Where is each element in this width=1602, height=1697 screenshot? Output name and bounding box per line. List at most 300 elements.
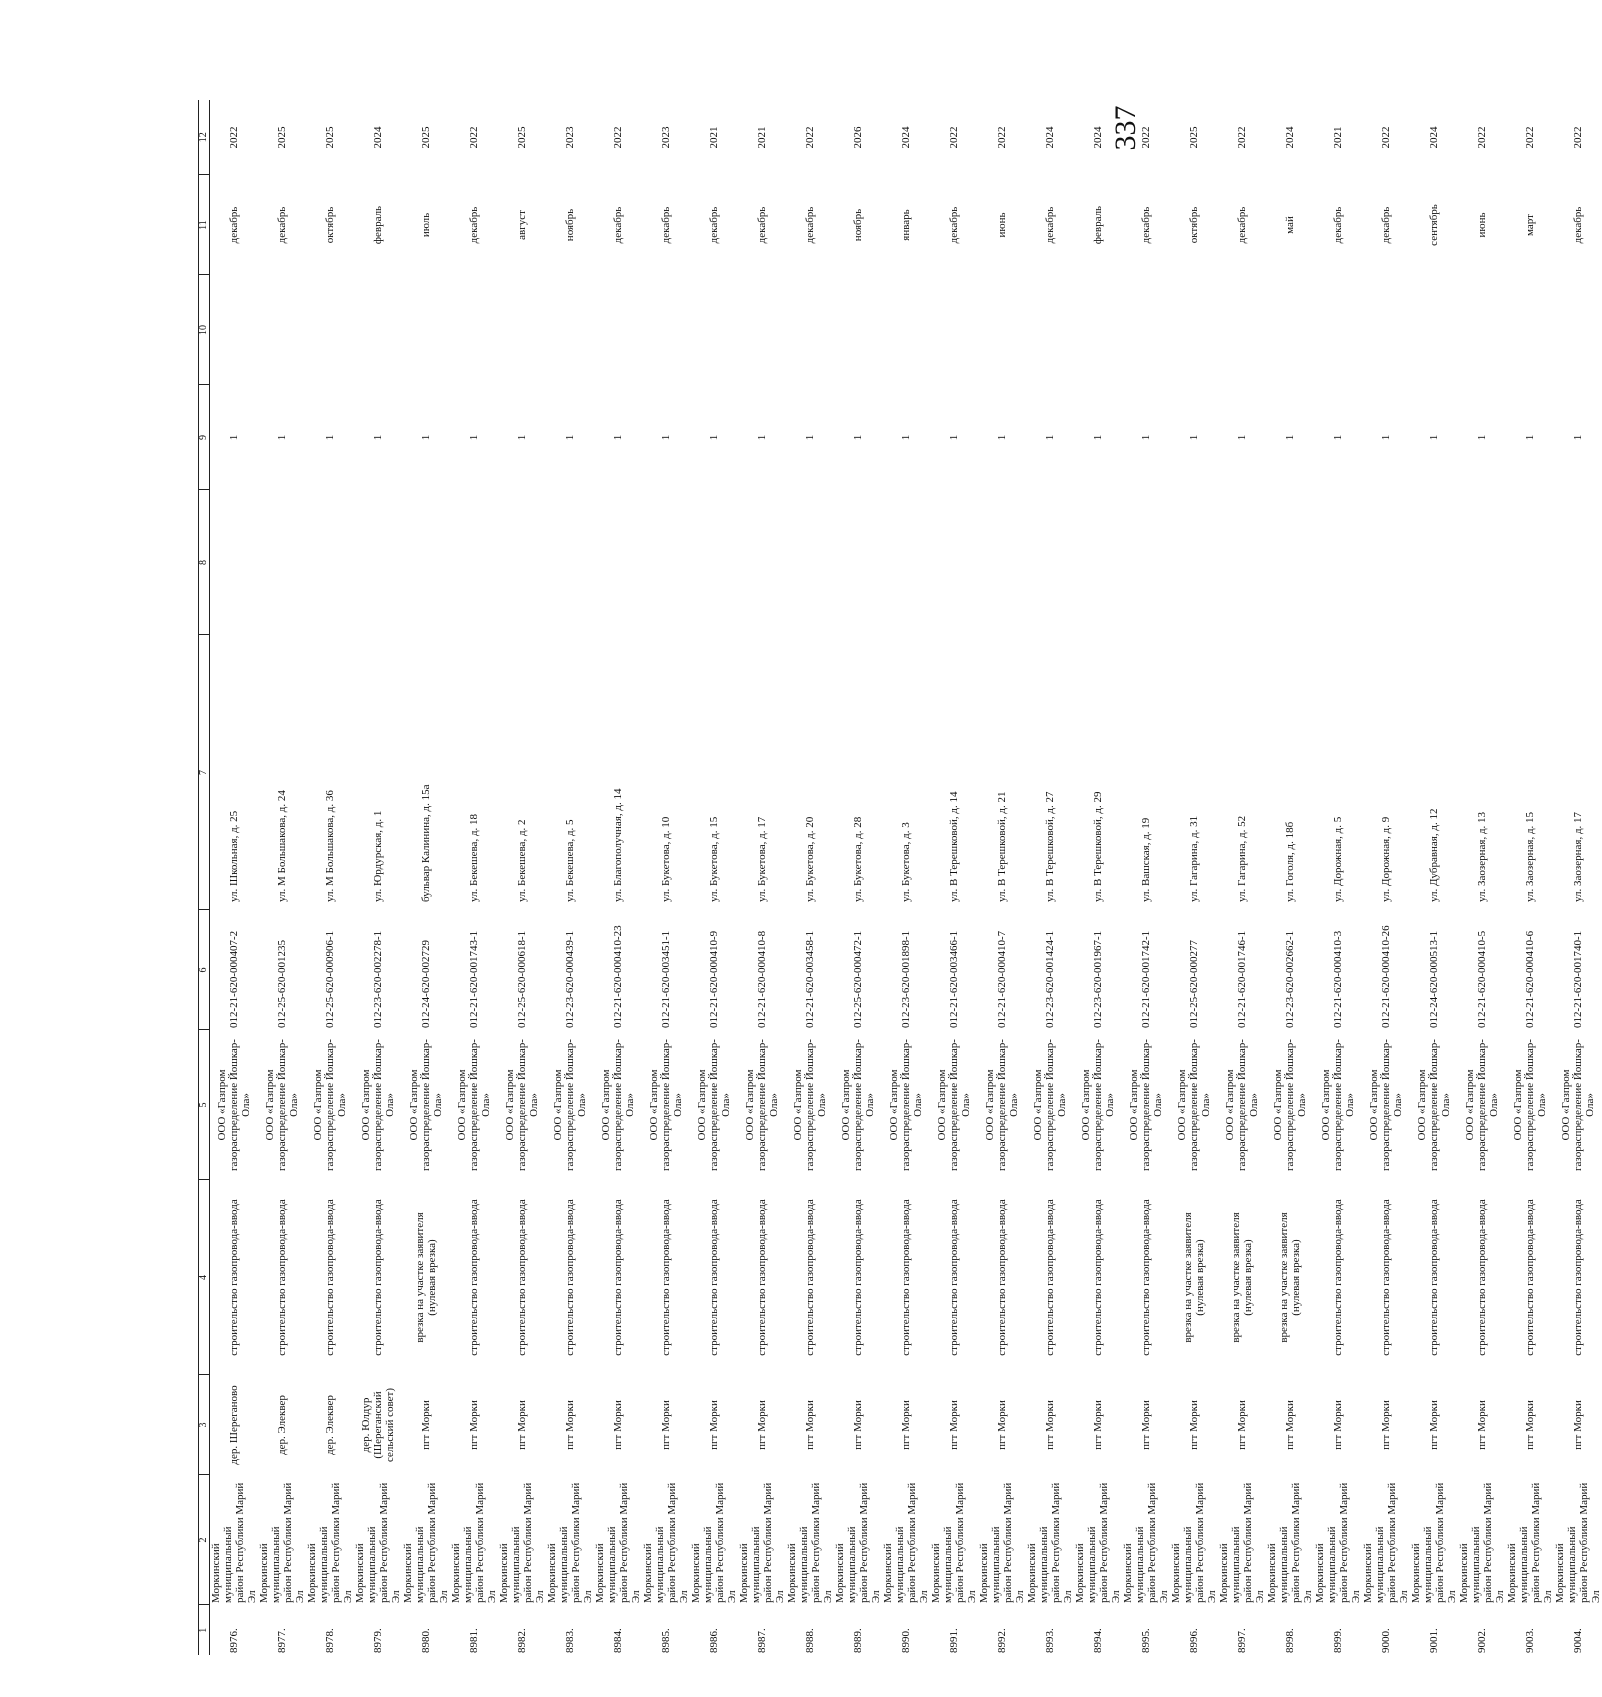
district-cell-line: Моркинский муниципальный <box>258 1526 282 1603</box>
row-number-cell: 8980. <box>420 1628 432 1653</box>
quantity-cell: 1 <box>756 434 768 441</box>
work-type-cell-line: строительство газопровода-ввода <box>996 1199 1008 1356</box>
organization-cell-line: ООО «Газпром <box>1464 1069 1476 1141</box>
column-8-cell <box>1362 490 1410 635</box>
work-type-cell-line: строительство газопровода-ввода <box>372 1199 384 1356</box>
quantity-cell: 1 <box>516 434 528 441</box>
organization-cell-line: газораспределение Йошкар-Ола» <box>948 1039 972 1171</box>
month-cell: июнь <box>1476 212 1488 238</box>
district-cell-line: Моркинский муниципальный <box>402 1526 426 1603</box>
application-code-cell: 012-21-620-001742-1 <box>1140 930 1152 1028</box>
district-cell <box>258 1475 306 1605</box>
row-number-cell: 8991. <box>948 1628 960 1653</box>
work-type-cell <box>882 1180 930 1375</box>
district-cell <box>450 1475 498 1605</box>
organization-cell-line: ООО «Газпром <box>504 1069 516 1141</box>
district-cell-line: Моркинский муниципальный <box>594 1526 618 1603</box>
column-8-cell <box>402 490 450 635</box>
table-row <box>210 100 259 1655</box>
work-type-cell-line: врезка на участке заявителя <box>1230 1212 1242 1343</box>
organization-cell-line: газораспределение Йошкар-Ола» <box>1284 1039 1308 1171</box>
district-cell-line: район Республики Марий Эл <box>858 1482 882 1603</box>
organization-cell-line: ООО «Газпром <box>792 1069 804 1141</box>
column-8-cell <box>1410 490 1458 635</box>
locality-cell-line: пгт Морки <box>660 1400 672 1450</box>
column-10-cell <box>210 275 259 385</box>
organization-cell <box>354 1030 402 1180</box>
organization-cell <box>450 1030 498 1180</box>
district-cell <box>1554 1475 1602 1605</box>
district-cell-line: район Республики Марий Эл <box>474 1482 498 1603</box>
column-8-cell <box>642 490 690 635</box>
table-row <box>1122 100 1170 1655</box>
work-type-cell-line: строительство газопровода-ввода <box>804 1199 816 1356</box>
column-10-cell <box>1170 275 1218 385</box>
row-number-cell: 8977. <box>276 1628 288 1653</box>
table-body <box>199 100 1602 1655</box>
district-cell-line: Моркинский муниципальный <box>1458 1526 1482 1603</box>
year-cell: 2024 <box>900 126 912 149</box>
locality-cell-line: дер. Элеквер <box>324 1395 336 1455</box>
column-10-cell <box>258 275 306 385</box>
month-cell: декабрь <box>228 206 240 244</box>
row-number-cell: 8983. <box>564 1628 576 1653</box>
work-type-cell <box>834 1180 882 1375</box>
header-cell: 8 <box>199 490 210 635</box>
organization-cell-line: газораспределение Йошкар-Ола» <box>1476 1039 1500 1171</box>
locality-cell <box>546 1375 594 1475</box>
month-cell: декабрь <box>468 206 480 244</box>
work-type-cell-line: строительство газопровода-ввода <box>1092 1199 1104 1356</box>
work-type-cell <box>1362 1180 1410 1375</box>
district-cell <box>1218 1475 1266 1605</box>
address-cell: ул. Бекешева, д. 5 <box>564 819 576 902</box>
organization-cell-line: газораспределение Йошкар-Ола» <box>1092 1039 1116 1171</box>
locality-cell <box>930 1375 978 1475</box>
work-type-cell <box>210 1180 259 1375</box>
column-10-cell <box>1218 275 1266 385</box>
address-cell: ул. Букетова, д. 17 <box>756 816 768 902</box>
application-code-cell: 012-21-620-000410-23 <box>612 925 624 1028</box>
locality-cell <box>594 1375 642 1475</box>
column-10-cell <box>306 275 354 385</box>
work-type-cell <box>450 1180 498 1375</box>
organization-cell <box>1362 1030 1410 1180</box>
month-cell: декабрь <box>708 206 720 244</box>
locality-cell-line: дер. Элеквер <box>276 1395 288 1455</box>
organization-cell-line: ООО «Газпром <box>1416 1069 1428 1141</box>
locality-cell-line: пгт Морки <box>1380 1400 1392 1450</box>
organization-cell-line: газораспределение Йошкар-Ола» <box>372 1039 396 1171</box>
application-code-cell: 012-21-620-003458-1 <box>804 930 816 1028</box>
quantity-cell: 1 <box>564 434 576 441</box>
organization-cell-line: газораспределение Йошкар-Ола» <box>1188 1039 1212 1171</box>
locality-cell-line: пгт Морки <box>1284 1400 1296 1450</box>
column-10-cell <box>1410 275 1458 385</box>
district-cell-line: Моркинский муниципальный <box>1410 1526 1434 1603</box>
district-cell-line: Моркинский муниципальный <box>978 1526 1002 1603</box>
year-cell: 2024 <box>1284 126 1296 149</box>
column-10-cell <box>1026 275 1074 385</box>
table-row <box>1266 100 1314 1655</box>
column-8-cell <box>1122 490 1170 635</box>
application-code-cell: 012-21-620-000410-26 <box>1380 925 1392 1028</box>
work-type-cell-line: строительство газопровода-ввода <box>564 1199 576 1356</box>
year-cell: 2023 <box>564 126 576 149</box>
header-cell: 1 <box>199 1605 210 1655</box>
month-cell: декабрь <box>1140 206 1152 244</box>
rotated-table-container <box>198 100 1602 1655</box>
organization-cell-line: газораспределение Йошкар-Ола» <box>852 1039 876 1171</box>
organization-cell-line: газораспределение Йошкар-Ола» <box>708 1039 732 1171</box>
table-row <box>1458 100 1506 1655</box>
year-cell: 2022 <box>996 126 1008 149</box>
row-number-cell: 8988. <box>804 1628 816 1653</box>
address-cell: ул. В Терешковой, д. 27 <box>1044 791 1056 902</box>
district-cell-line: район Республики Марий Эл <box>714 1482 738 1603</box>
district-cell-line: Моркинский муниципальный <box>1218 1526 1242 1603</box>
organization-cell-line: ООО «Газпром <box>1560 1069 1572 1141</box>
address-cell: ул. Дорожная, д. 5 <box>1332 816 1344 902</box>
locality-cell <box>354 1375 402 1475</box>
locality-cell-line: пгт Морки <box>996 1400 1008 1450</box>
work-type-cell <box>354 1180 402 1375</box>
quantity-cell: 1 <box>276 434 288 441</box>
locality-cell-line: пгт Морки <box>756 1400 768 1450</box>
organization-cell <box>930 1030 978 1180</box>
district-cell <box>1266 1475 1314 1605</box>
locality-cell <box>450 1375 498 1475</box>
address-cell: ул. Букетова, д. 20 <box>804 816 816 902</box>
column-10-cell <box>498 275 546 385</box>
month-cell: декабрь <box>276 206 288 244</box>
organization-cell-line: газораспределение Йошкар-Ола» <box>900 1039 924 1171</box>
row-number-cell: 8999. <box>1332 1628 1344 1653</box>
work-type-cell <box>1170 1180 1218 1375</box>
district-cell-line: район Республики Марий Эл <box>282 1482 306 1603</box>
organization-cell-line: газораспределение Йошкар-Ола» <box>1044 1039 1068 1171</box>
organization-cell-line: ООО «Газпром <box>600 1069 612 1141</box>
table-row <box>690 100 738 1655</box>
month-cell: декабрь <box>1044 206 1056 244</box>
locality-cell-line: пгт Морки <box>612 1400 624 1450</box>
work-type-cell-line: строительство газопровода-ввода <box>660 1199 672 1356</box>
district-cell-line: район Республики Марий Эл <box>1242 1482 1266 1603</box>
locality-cell-line: пгт Морки <box>468 1400 480 1450</box>
quantity-cell: 1 <box>1428 434 1440 441</box>
application-code-cell: 012-25-620-001235 <box>276 940 288 1028</box>
year-cell: 2022 <box>1524 126 1536 149</box>
work-type-cell-line: строительство газопровода-ввода <box>468 1199 480 1356</box>
row-number-cell: 9000. <box>1380 1628 1392 1653</box>
organization-cell <box>1122 1030 1170 1180</box>
column-8-cell <box>1218 490 1266 635</box>
district-cell-line: Моркинский муниципальный <box>546 1526 570 1603</box>
column-10-cell <box>690 275 738 385</box>
address-cell: ул. В Терешковой, д. 21 <box>996 791 1008 902</box>
application-code-cell: 012-21-620-003466-1 <box>948 930 960 1028</box>
month-cell: май <box>1284 216 1296 234</box>
organization-cell-line: газораспределение Йошкар-Ола» <box>1236 1039 1260 1171</box>
work-type-cell <box>1026 1180 1074 1375</box>
application-code-cell: 012-23-620-002278-1 <box>372 930 384 1028</box>
address-cell: ул. Букетова, д. 15 <box>708 816 720 902</box>
application-code-cell: 012-25-620-000277 <box>1188 940 1200 1028</box>
address-cell: ул. В Терешковой, д. 14 <box>948 791 960 902</box>
district-cell-line: Моркинский муниципальный <box>1506 1526 1530 1603</box>
locality-cell <box>498 1375 546 1475</box>
organization-cell-line: газораспределение Йошкар-Ола» <box>420 1039 444 1171</box>
work-type-cell-line: строительство газопровода-ввода <box>1476 1199 1488 1356</box>
address-cell: ул. Благополучная, д. 14 <box>612 788 624 902</box>
organization-cell <box>498 1030 546 1180</box>
organization-cell-line: газораспределение Йошкар-Ола» <box>1572 1039 1596 1171</box>
organization-cell-line: ООО «Газпром <box>312 1069 324 1141</box>
address-cell: ул. Заозерная, д. 15 <box>1524 811 1536 902</box>
organization-cell-line: газораспределение Йошкар-Ола» <box>1380 1039 1404 1171</box>
quantity-cell: 1 <box>1476 434 1488 441</box>
locality-cell <box>210 1375 259 1475</box>
table-row <box>834 100 882 1655</box>
locality-cell-line: пгт Морки <box>1332 1400 1344 1450</box>
locality-cell <box>1170 1375 1218 1475</box>
organization-cell-line: ООО «Газпром <box>1032 1069 1044 1141</box>
address-cell: ул. Дорожная, д. 9 <box>1380 816 1392 902</box>
district-cell-line: район Республики Марий Эл <box>810 1482 834 1603</box>
organization-cell-line: ООО «Газпром <box>408 1069 420 1141</box>
column-10-cell <box>1362 275 1410 385</box>
column-8-cell <box>498 490 546 635</box>
year-cell: 2024 <box>1044 126 1056 149</box>
district-cell-line: район Республики Марий Эл <box>762 1482 786 1603</box>
work-type-cell-line: строительство газопровода-ввода <box>708 1199 720 1356</box>
row-number-cell: 8989. <box>852 1628 864 1653</box>
district-cell <box>210 1475 259 1605</box>
table-row <box>786 100 834 1655</box>
header-cell: 6 <box>199 910 210 1030</box>
column-10-cell <box>786 275 834 385</box>
district-cell-line: район Республики Марий Эл <box>1194 1482 1218 1603</box>
work-type-cell <box>1218 1180 1266 1375</box>
header-cell: 4 <box>199 1180 210 1375</box>
header-row <box>199 100 210 1655</box>
application-code-cell: 012-25-620-000618-1 <box>516 930 528 1028</box>
district-cell <box>930 1475 978 1605</box>
district-cell-line: Моркинский муниципальный <box>1266 1526 1290 1603</box>
organization-cell <box>546 1030 594 1180</box>
organization-cell-line: газораспределение Йошкар-Ола» <box>276 1039 300 1171</box>
locality-cell <box>1458 1375 1506 1475</box>
district-cell <box>354 1475 402 1605</box>
column-8-cell <box>930 490 978 635</box>
column-8-cell <box>1314 490 1362 635</box>
address-cell: ул. Букетова, д. 10 <box>660 816 672 902</box>
row-number-cell: 8984. <box>612 1628 624 1653</box>
header-cell: 10 <box>199 275 210 385</box>
district-cell <box>1170 1475 1218 1605</box>
quantity-cell: 1 <box>1572 434 1584 441</box>
application-code-cell: 012-21-620-003451-1 <box>660 930 672 1028</box>
organization-cell <box>978 1030 1026 1180</box>
column-10-cell <box>546 275 594 385</box>
locality-cell-line: дер. Шереганово <box>228 1385 240 1465</box>
organization-cell-line: ООО «Газпром <box>696 1069 708 1141</box>
year-cell: 2023 <box>660 126 672 149</box>
address-cell: ул. М Большакова, д. 36 <box>324 790 336 902</box>
locality-cell <box>306 1375 354 1475</box>
district-cell-line: Моркинский муниципальный <box>1122 1526 1146 1603</box>
district-cell <box>1410 1475 1458 1605</box>
application-code-cell: 012-23-620-002662-1 <box>1284 930 1296 1028</box>
header-cell: 3 <box>199 1375 210 1475</box>
application-code-cell: 012-23-620-001424-1 <box>1044 930 1056 1028</box>
row-number-cell: 8987. <box>756 1628 768 1653</box>
row-number-cell: 8993. <box>1044 1628 1056 1653</box>
address-cell: ул. Гагарина, д. 52 <box>1236 815 1248 902</box>
organization-cell-line: ООО «Газпром <box>840 1069 852 1141</box>
address-cell: ул. Букетова, д. 28 <box>852 816 864 902</box>
district-cell-line: район Республики Марий Эл <box>234 1482 258 1603</box>
work-type-cell-line: строительство газопровода-ввода <box>756 1199 768 1356</box>
column-8-cell <box>834 490 882 635</box>
month-cell: сентябрь <box>1428 204 1440 246</box>
district-cell-line: Моркинский муниципальный <box>210 1526 234 1603</box>
row-number-cell: 8978. <box>324 1628 336 1653</box>
year-cell: 2022 <box>804 126 816 149</box>
month-cell: август <box>516 210 528 240</box>
address-cell: ул. Гагарина, д. 31 <box>1188 815 1200 902</box>
month-cell: февраль <box>1092 205 1104 245</box>
work-type-cell <box>930 1180 978 1375</box>
locality-cell-line: пгт Морки <box>804 1400 816 1450</box>
column-10-cell <box>1074 275 1122 385</box>
district-cell <box>306 1475 354 1605</box>
column-8-cell <box>786 490 834 635</box>
year-cell: 2025 <box>276 126 288 149</box>
organization-cell-line: газораспределение Йошкар-Ола» <box>1524 1039 1548 1171</box>
organization-cell <box>1410 1030 1458 1180</box>
row-number-cell: 8979. <box>372 1628 384 1653</box>
row-number-cell: 8982. <box>516 1628 528 1653</box>
district-cell-line: район Республики Марий Эл <box>330 1482 354 1603</box>
district-cell-line: Моркинский муниципальный <box>930 1526 954 1603</box>
column-10-cell <box>354 275 402 385</box>
work-type-cell-line: врезка на участке заявителя <box>1182 1212 1194 1343</box>
district-cell <box>1026 1475 1074 1605</box>
month-cell: декабрь <box>1236 206 1248 244</box>
locality-cell-line: пгт Морки <box>1236 1400 1248 1450</box>
locality-cell <box>1554 1375 1602 1475</box>
district-cell-line: район Республики Марий Эл <box>618 1482 642 1603</box>
organization-cell <box>258 1030 306 1180</box>
district-cell <box>1506 1475 1554 1605</box>
address-cell: ул. Букетова, д. 3 <box>900 822 912 902</box>
organization-cell-line: ООО «Газпром <box>1224 1069 1236 1141</box>
district-cell-line: район Республики Марий Эл <box>426 1482 450 1603</box>
column-10-cell <box>1458 275 1506 385</box>
application-code-cell: 012-23-620-001898-1 <box>900 930 912 1028</box>
table-row <box>738 100 786 1655</box>
locality-cell <box>1026 1375 1074 1475</box>
column-10-cell <box>1506 275 1554 385</box>
locality-cell-line: пгт Морки <box>1092 1400 1104 1450</box>
locality-cell <box>882 1375 930 1475</box>
row-number-cell: 9003. <box>1524 1628 1536 1653</box>
address-cell: ул. М Большакова, д. 24 <box>276 790 288 902</box>
organization-cell <box>834 1030 882 1180</box>
application-code-cell: 012-25-620-000906-1 <box>324 930 336 1028</box>
table-row <box>642 100 690 1655</box>
organization-cell-line: газораспределение Йошкар-Ола» <box>468 1039 492 1171</box>
column-10-cell <box>1122 275 1170 385</box>
organization-cell-line: газораспределение Йошкар-Ола» <box>660 1039 684 1171</box>
locality-cell <box>690 1375 738 1475</box>
row-number-cell: 8992. <box>996 1628 1008 1653</box>
month-cell: март <box>1524 214 1536 236</box>
table-row <box>354 100 402 1655</box>
month-cell: декабрь <box>1380 206 1392 244</box>
organization-cell-line: газораспределение Йошкар-Ола» <box>612 1039 636 1171</box>
table-row <box>978 100 1026 1655</box>
address-cell: ул. Юрдурская, д. 1 <box>372 810 384 902</box>
organization-cell <box>1554 1030 1602 1180</box>
header-cell: 5 <box>199 1030 210 1180</box>
district-cell-line: Моркинский муниципальный <box>738 1526 762 1603</box>
column-8-cell <box>882 490 930 635</box>
district-cell-line: район Республики Марий Эл <box>1482 1482 1506 1603</box>
locality-cell-line: пгт Морки <box>1476 1400 1488 1450</box>
month-cell: ноябрь <box>852 208 864 242</box>
table-row <box>1362 100 1410 1655</box>
locality-cell-line: пгт Морки <box>1140 1400 1152 1450</box>
column-8-cell <box>978 490 1026 635</box>
work-type-cell-line: (нулевая врезка) <box>1290 1239 1302 1316</box>
quantity-cell: 1 <box>1044 434 1056 441</box>
work-type-cell-line: строительство газопровода-ввода <box>276 1199 288 1356</box>
district-cell-line: Моркинский муниципальный <box>786 1526 810 1603</box>
application-code-cell: 012-21-620-000410-7 <box>996 930 1008 1028</box>
locality-cell <box>834 1375 882 1475</box>
district-cell-line: Моркинский муниципальный <box>1314 1526 1338 1603</box>
year-cell: 2022 <box>228 126 240 149</box>
table-row <box>1554 100 1602 1655</box>
work-type-cell <box>1554 1180 1602 1375</box>
month-cell: октябрь <box>324 206 336 244</box>
column-8-cell <box>738 490 786 635</box>
column-8-cell <box>1026 490 1074 635</box>
organization-cell-line: газораспределение Йошкар-Ола» <box>756 1039 780 1171</box>
work-type-cell <box>546 1180 594 1375</box>
organization-cell <box>738 1030 786 1180</box>
district-cell <box>402 1475 450 1605</box>
organization-cell <box>1314 1030 1362 1180</box>
column-10-cell <box>1266 275 1314 385</box>
district-cell-line: район Республики Марий Эл <box>1338 1482 1362 1603</box>
month-cell: декабрь <box>1572 206 1584 244</box>
work-type-cell-line: строительство газопровода-ввода <box>1524 1199 1536 1356</box>
row-number-cell: 8997. <box>1236 1628 1248 1653</box>
work-type-cell <box>1506 1180 1554 1375</box>
organization-cell-line: ООО «Газпром <box>456 1069 468 1141</box>
organization-cell-line: газораспределение Йошкар-Ола» <box>324 1039 348 1171</box>
row-number-cell: 8998. <box>1284 1628 1296 1653</box>
district-cell-line: район Республики Марий Эл <box>1290 1482 1314 1603</box>
locality-cell <box>786 1375 834 1475</box>
work-type-cell <box>786 1180 834 1375</box>
row-number-cell: 8995. <box>1140 1628 1152 1653</box>
work-type-cell <box>498 1180 546 1375</box>
quantity-cell: 1 <box>612 434 624 441</box>
